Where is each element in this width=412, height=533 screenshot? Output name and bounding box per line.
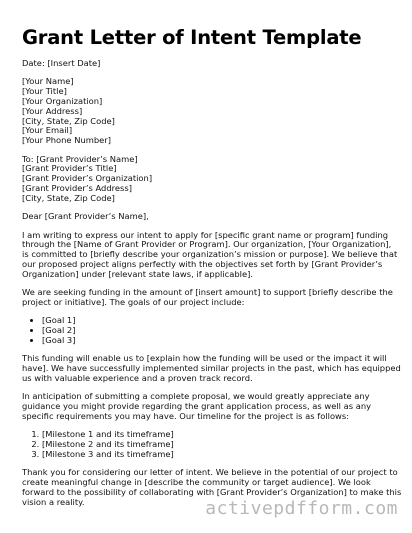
goal-item: • [Goal 3] [42, 336, 396, 346]
sender-phone: [Your Phone Number] [22, 135, 111, 146]
letter-document [22, 26, 402, 516]
paragraph-impact [22, 353, 401, 383]
milestones-list [22, 430, 396, 459]
sender-block [22, 77, 396, 146]
recipient-name: To: [Grant Provider’s Name] [22, 153, 138, 164]
paragraph-line: We are seeking funding in the amount of [insert amount] to support [briefly describe the [22, 287, 393, 298]
paragraph-line: guidance you might provide regarding the grant application process, as well as any [22, 401, 372, 412]
goals-list [22, 316, 396, 345]
sender-address: [Your Address] [22, 105, 83, 116]
milestone-item: 3. [Milestone 3 and its timeframe] [42, 450, 396, 460]
goal-item: • [Goal 1] [42, 316, 396, 326]
recipient-title: [Grant Provider’s Title] [22, 163, 117, 174]
paragraph-line: us with valuable experience and a proven track record. [22, 372, 253, 383]
sender-organization: [Your Organization] [22, 95, 103, 106]
paragraph-line: Organization] under [relevant state laws, if applicable]. [22, 268, 253, 279]
recipient-city: [City, State, Zip Code] [22, 192, 115, 203]
recipient-address: [Grant Provider’s Address] [22, 182, 132, 193]
sender-title: [Your Title] [22, 86, 67, 97]
paragraph-line: In anticipation of submitting a complete proposal, we would greatly appreciate any [22, 391, 370, 402]
site-watermark: activepdfform.com [205, 498, 398, 519]
paragraph-line: our proposed project aligns perfectly with the objectives set forth by [Grant Provider’s [22, 258, 383, 269]
paragraph-line: through the [Name of Grant Provider or Program]. Our organization, [Your Organization], [22, 239, 392, 250]
date-line: Date: [Insert Date] [22, 58, 101, 68]
sender-email: [Your Email] [22, 125, 73, 136]
milestone-item: 1. [Milestone 1 and its timeframe] [42, 430, 396, 440]
paragraph-line: I am writing to express our intent to apply for [specific grant name or program] funding [22, 229, 389, 240]
paragraph-line: forward to the possibility of collaborating with [Grant Provider’s Organization] to make this [22, 486, 402, 497]
goal-item: • [Goal 2] [42, 326, 396, 336]
paragraph-line: have]. We have successfully implemented similar projects in the past, which has equipped [22, 363, 401, 374]
salutation: Dear [Grant Provider’s Name], [22, 211, 149, 222]
recipient-organization: [Grant Provider’s Organization] [22, 173, 153, 184]
paragraph-line: Thank you for considering our letter of intent. We believe in the potential of our project to [22, 467, 398, 478]
paragraph-line: vision a reality. [22, 496, 85, 507]
paragraph-line: This funding will enable us to [explain how the funding will be used or the impact it will [22, 353, 387, 364]
sender-city: [City, State, Zip Code] [22, 115, 115, 126]
paragraph-line: specific requirements you may have. Our timeline for the project is as follows: [22, 410, 350, 421]
paragraph-intent [22, 231, 396, 280]
document-title: Grant Letter of Intent Template [22, 26, 362, 49]
recipient-block [22, 155, 396, 204]
paragraph-funding [22, 288, 396, 308]
milestone-item: 2. [Milestone 2 and its timeframe] [42, 440, 396, 450]
paragraph-guidance [22, 392, 396, 421]
sender-name: [Your Name] [22, 76, 74, 87]
paragraph-line: create meaningful change in [describe the community or target audience]. We look [22, 477, 371, 488]
paragraph-line: project or initiative]. The goals of our project include: [22, 296, 245, 307]
paragraph-line: is committed to [briefly describe your organization’s mission or purpose]. We believe that [22, 249, 398, 260]
